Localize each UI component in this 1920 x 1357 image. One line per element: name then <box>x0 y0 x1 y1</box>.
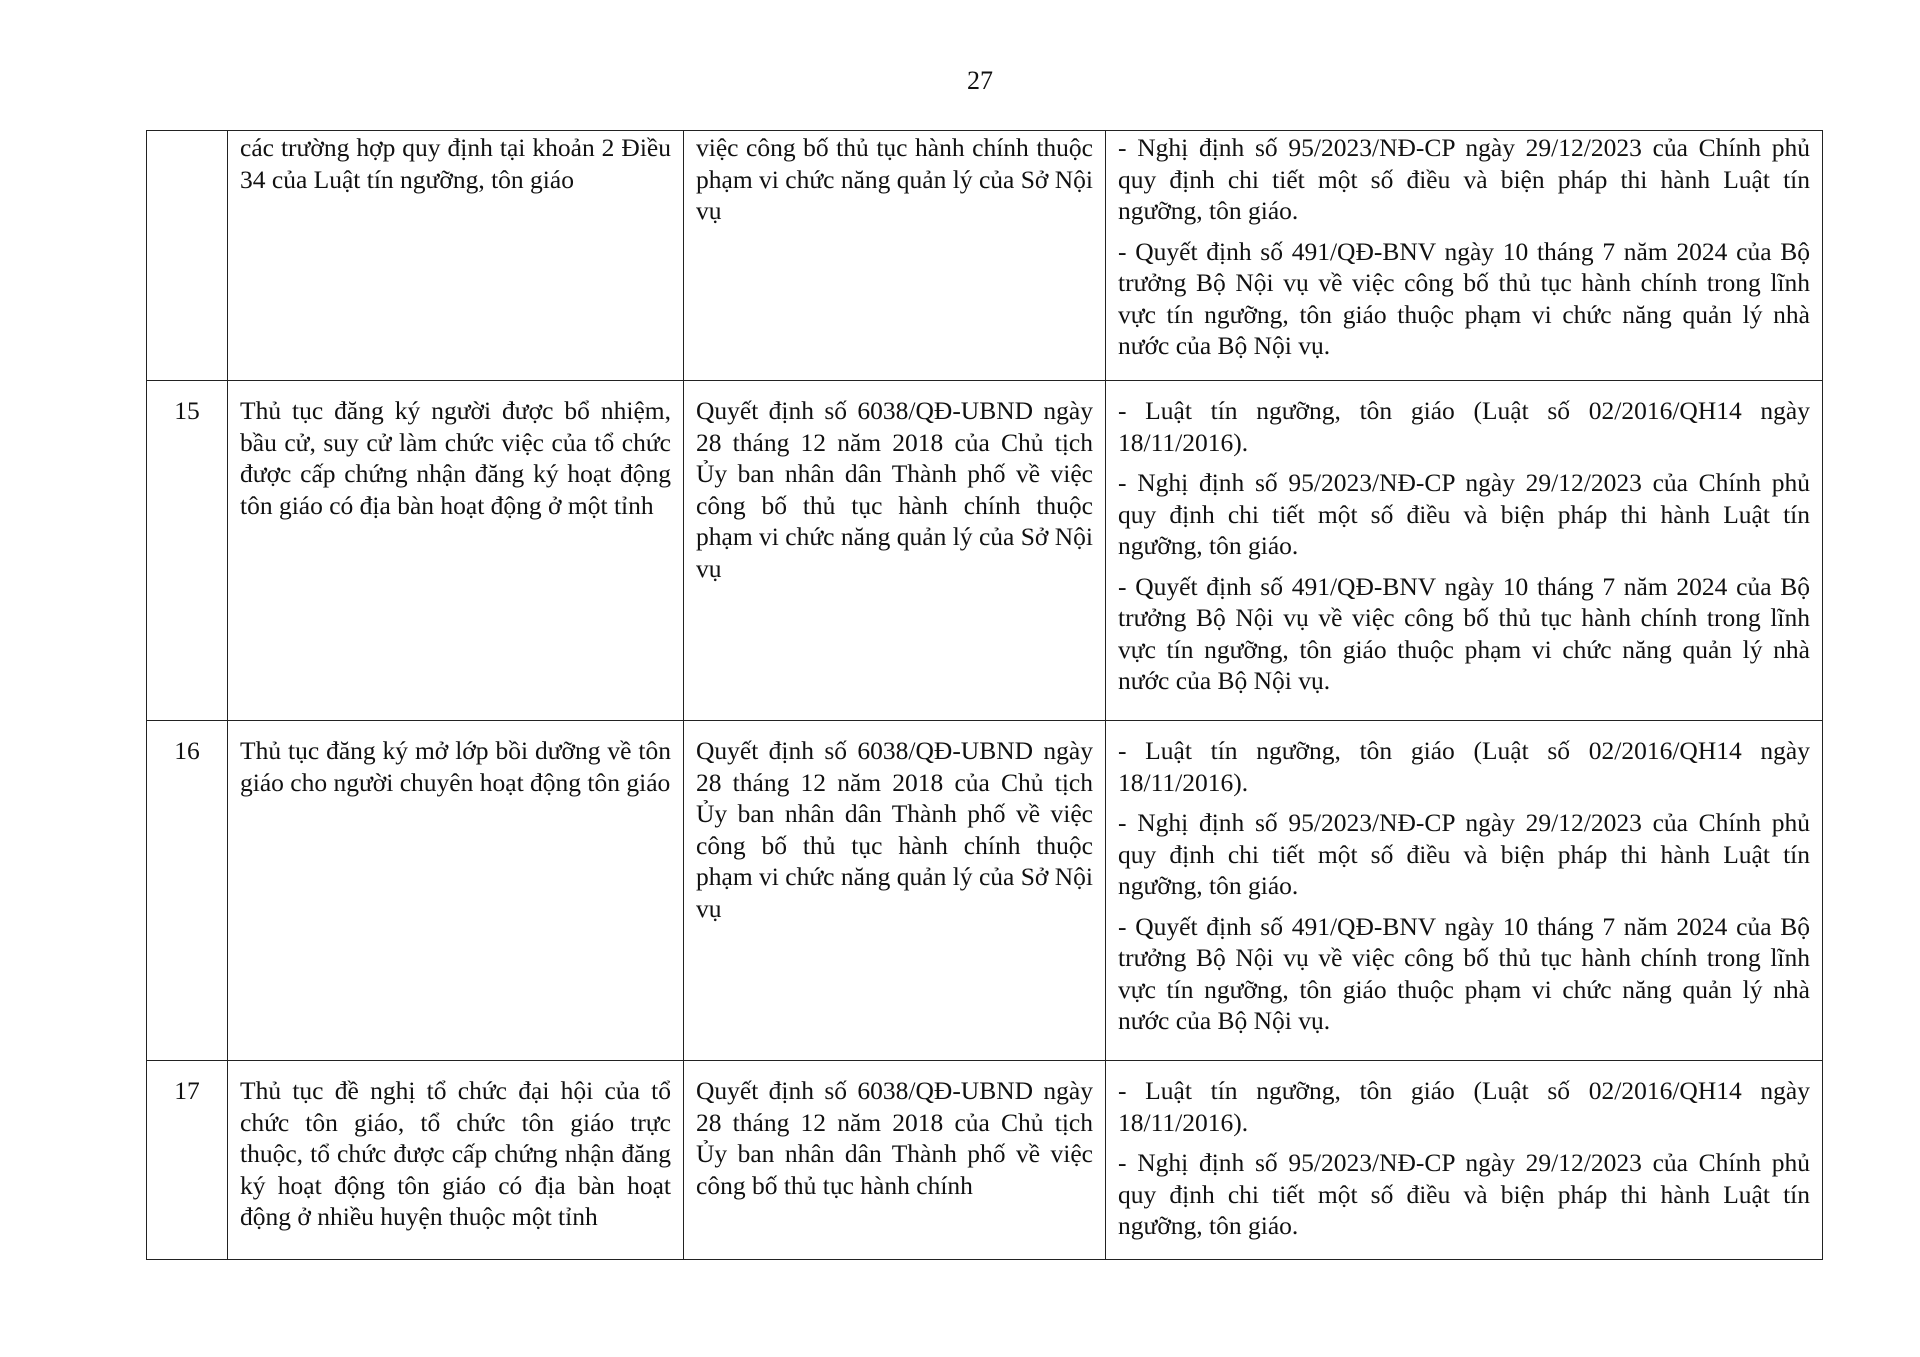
announcement-decision: Quyết định số 6038/QĐ-UBND ngày 28 tháng 12 năm 2018 của Chủ tịch Ủy ban nhân dân Thành phố về việc công bố thủ tục hành chính thuộc phạm vi chức năng quản lý của Sở Nội vụ <box>684 721 1106 1061</box>
legal-basis-item: - Nghị định số 95/2023/NĐ-CP ngày 29/12/2023 của Chính phủ quy định chi tiết một số điều và biện pháp thi hành Luật tín ngưỡng, tôn giáo. <box>1118 468 1810 560</box>
row-number: 17 <box>147 1061 228 1260</box>
announcement-decision: việc công bố thủ tục hành chính thuộc phạm vi chức năng quản lý của Sở Nội vụ <box>684 131 1106 381</box>
legal-basis-item: - Quyết định số 491/QĐ-BNV ngày 10 tháng 7 năm 2024 của Bộ trưởng Bộ Nội vụ về việc công bố thủ tục hành chính trong lĩnh vực tín ngưỡng, tôn giáo thuộc phạm vi chức năng quản lý nhà nước của Bộ Nội vụ. <box>1118 236 1810 360</box>
legal-basis <box>1106 131 1823 381</box>
legal-basis-item: - Quyết định số 491/QĐ-BNV ngày 10 tháng 7 năm 2024 của Bộ trưởng Bộ Nội vụ về việc công bố thủ tục hành chính trong lĩnh vực tín ngưỡng, tôn giáo thuộc phạm vi chức năng quản lý nhà nước của Bộ Nội vụ. <box>1118 571 1810 695</box>
legal-basis-item: - Nghị định số 95/2023/NĐ-CP ngày 29/12/2023 của Chính phủ quy định chi tiết một số điều và biện pháp thi hành Luật tín ngưỡng, tôn giáo. <box>1118 133 1810 225</box>
row-number <box>147 131 228 381</box>
page-number: 27 <box>967 66 993 95</box>
procedure-name: Thủ tục đăng ký người được bổ nhiệm, bầu cử, suy cử làm chức việc của tổ chức được cấp chứng nhận đăng ký hoạt động tôn giáo có địa bàn hoạt động ở một tỉnh <box>228 381 684 721</box>
announcement-decision: Quyết định số 6038/QĐ-UBND ngày 28 tháng 12 năm 2018 của Chủ tịch Ủy ban nhân dân Thành phố về việc công bố thủ tục hành chính <box>684 1061 1106 1260</box>
legal-basis <box>1106 1061 1823 1260</box>
procedure-name: Thủ tục đăng ký mở lớp bồi dưỡng về tôn giáo cho người chuyên hoạt động tôn giáo <box>228 721 684 1061</box>
table-row <box>147 381 1823 721</box>
row-number: 15 <box>147 381 228 721</box>
table-row <box>147 721 1823 1061</box>
announcement-decision: Quyết định số 6038/QĐ-UBND ngày 28 tháng 12 năm 2018 của Chủ tịch Ủy ban nhân dân Thành phố về việc công bố thủ tục hành chính thuộc phạm vi chức năng quản lý của Sở Nội vụ <box>684 381 1106 721</box>
legal-basis-item: - Nghị định số 95/2023/NĐ-CP ngày 29/12/2023 của Chính phủ quy định chi tiết một số điều và biện pháp thi hành Luật tín ngưỡng, tôn giáo. <box>1118 808 1810 900</box>
row-number: 16 <box>147 721 228 1061</box>
legal-basis-item: - Luật tín ngưỡng, tôn giáo (Luật số 02/2016/QH14 ngày 18/11/2016). <box>1118 396 1810 457</box>
table-row <box>147 131 1823 381</box>
legal-basis-item: - Quyết định số 491/QĐ-BNV ngày 10 tháng 7 năm 2024 của Bộ trưởng Bộ Nội vụ về việc công bố thủ tục hành chính trong lĩnh vực tín ngưỡng, tôn giáo thuộc phạm vi chức năng quản lý nhà nước của Bộ Nội vụ. <box>1118 911 1810 1035</box>
legal-basis-item: - Luật tín ngưỡng, tôn giáo (Luật số 02/2016/QH14 ngày 18/11/2016). <box>1118 1076 1810 1137</box>
procedure-name: Thủ tục đề nghị tổ chức đại hội của tổ chức tôn giáo, tổ chức tôn giáo trực thuộc, tổ chức được cấp chứng nhận đăng ký hoạt động tôn giáo có địa bàn hoạt động ở nhiều huyện thuộc một tỉnh <box>228 1061 684 1260</box>
procedures-table <box>146 130 1823 1260</box>
legal-basis <box>1106 381 1823 721</box>
table-row <box>147 1061 1823 1260</box>
procedure-name: các trường hợp quy định tại khoản 2 Điều 34 của Luật tín ngưỡng, tôn giáo <box>228 131 684 381</box>
legal-basis <box>1106 721 1823 1061</box>
legal-basis-item: - Nghị định số 95/2023/NĐ-CP ngày 29/12/2023 của Chính phủ quy định chi tiết một số điều và biện pháp thi hành Luật tín ngưỡng, tôn giáo. <box>1118 1148 1810 1240</box>
legal-basis-item: - Luật tín ngưỡng, tôn giáo (Luật số 02/2016/QH14 ngày 18/11/2016). <box>1118 736 1810 797</box>
